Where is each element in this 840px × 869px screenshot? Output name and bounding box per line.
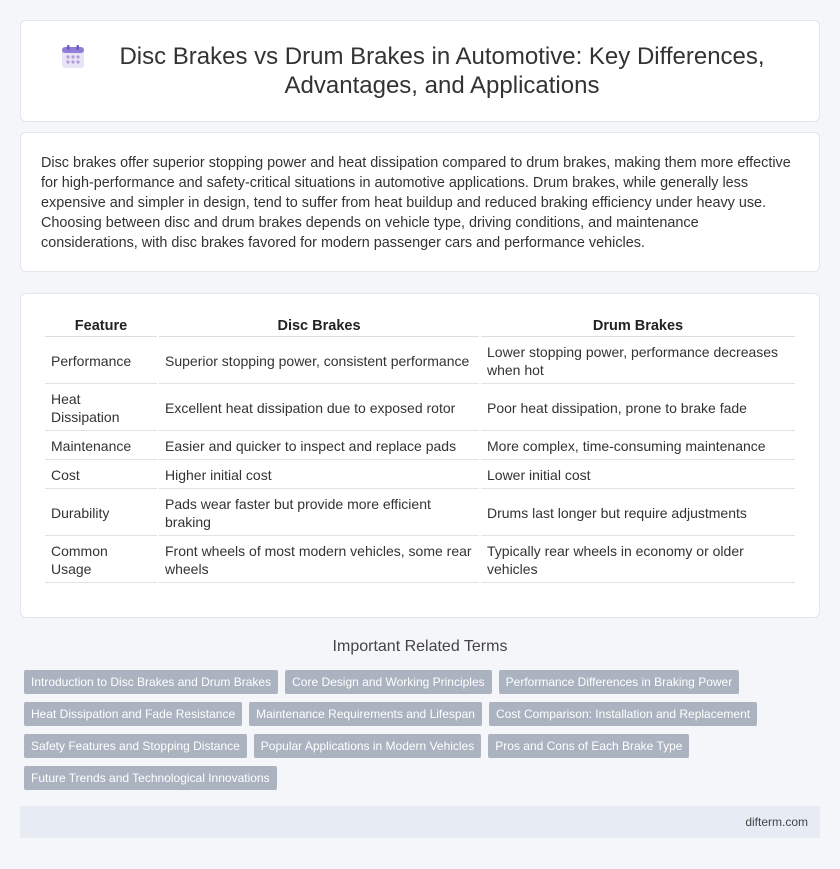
drum-cell: More complex, time-consuming maintenance bbox=[481, 433, 795, 460]
drum-cell: Poor heat dissipation, prone to brake fade bbox=[481, 386, 795, 431]
drum-cell: Lower stopping power, performance decreases when hot bbox=[481, 339, 795, 384]
intro-paragraph: Disc brakes offer superior stopping power and heat dissipation compared to drum brakes, making them more effective for high-performance and safety-critical situations in automotive applications. Drum brakes, while generally less expensive and simpler in design, tend to suffer from heat buildup and reduced braking efficiency under heavy use. Choosing between disc and drum brakes depends on vehicle type, driving conditions, and maintenance considerations, with disc brakes favored for modern passenger cars and performance vehicles. bbox=[41, 155, 791, 251]
related-terms-list bbox=[24, 670, 814, 790]
disc-cell: Higher initial cost bbox=[159, 462, 479, 489]
table-header-row bbox=[45, 314, 795, 337]
related-term-tag[interactable]: Cost Comparison: Installation and Replacement bbox=[489, 702, 757, 726]
table-row bbox=[45, 386, 795, 431]
related-term-tag[interactable]: Popular Applications in Modern Vehicles bbox=[254, 734, 481, 758]
feature-cell: Durability bbox=[45, 491, 157, 536]
related-terms-title: Important Related Terms bbox=[332, 638, 508, 655]
related-term-tag[interactable]: Introduction to Disc Brakes and Drum Brakes bbox=[24, 670, 278, 694]
disc-cell: Pads wear faster but provide more efficient braking bbox=[159, 491, 479, 536]
table-row bbox=[45, 538, 795, 583]
comparison-table-card bbox=[20, 293, 820, 618]
footer-site-link[interactable]: difterm.com bbox=[745, 815, 808, 829]
footer bbox=[20, 806, 820, 838]
related-term-tag[interactable]: Future Trends and Technological Innovations bbox=[24, 766, 277, 790]
drum-cell: Drums last longer but require adjustments bbox=[481, 491, 795, 536]
drum-cell: Lower initial cost bbox=[481, 462, 795, 489]
related-term-tag[interactable]: Core Design and Working Principles bbox=[285, 670, 492, 694]
disc-cell: Easier and quicker to inspect and replace pads bbox=[159, 433, 479, 460]
calendar-icon bbox=[60, 44, 86, 70]
header-feature: Feature bbox=[45, 314, 157, 337]
page-title: Disc Brakes vs Drum Brakes in Automotive: Key Differences, Advantages, and Applications bbox=[119, 43, 765, 99]
header-disc-brakes: Disc Brakes bbox=[159, 314, 479, 337]
intro-card bbox=[20, 132, 820, 272]
header-card bbox=[20, 20, 820, 122]
related-term-tag[interactable]: Safety Features and Stopping Distance bbox=[24, 734, 247, 758]
related-term-tag[interactable]: Heat Dissipation and Fade Resistance bbox=[24, 702, 242, 726]
feature-cell: Cost bbox=[45, 462, 157, 489]
table-row bbox=[45, 339, 795, 384]
related-term-tag[interactable]: Pros and Cons of Each Brake Type bbox=[488, 734, 689, 758]
table-row bbox=[45, 462, 795, 489]
related-term-tag[interactable]: Performance Differences in Braking Power bbox=[499, 670, 740, 694]
feature-cell: Performance bbox=[45, 339, 157, 384]
drum-cell: Typically rear wheels in economy or older vehicles bbox=[481, 538, 795, 583]
disc-cell: Superior stopping power, consistent performance bbox=[159, 339, 479, 384]
feature-cell: Heat Dissipation bbox=[45, 386, 157, 431]
related-term-tag[interactable]: Maintenance Requirements and Lifespan bbox=[249, 702, 482, 726]
disc-cell: Excellent heat dissipation due to exposed rotor bbox=[159, 386, 479, 431]
comparison-table bbox=[43, 312, 797, 585]
table-row bbox=[45, 491, 795, 536]
disc-cell: Front wheels of most modern vehicles, some rear wheels bbox=[159, 538, 479, 583]
header-drum-brakes: Drum Brakes bbox=[481, 314, 795, 337]
feature-cell: Common Usage bbox=[45, 538, 157, 583]
table-row bbox=[45, 433, 795, 460]
feature-cell: Maintenance bbox=[45, 433, 157, 460]
